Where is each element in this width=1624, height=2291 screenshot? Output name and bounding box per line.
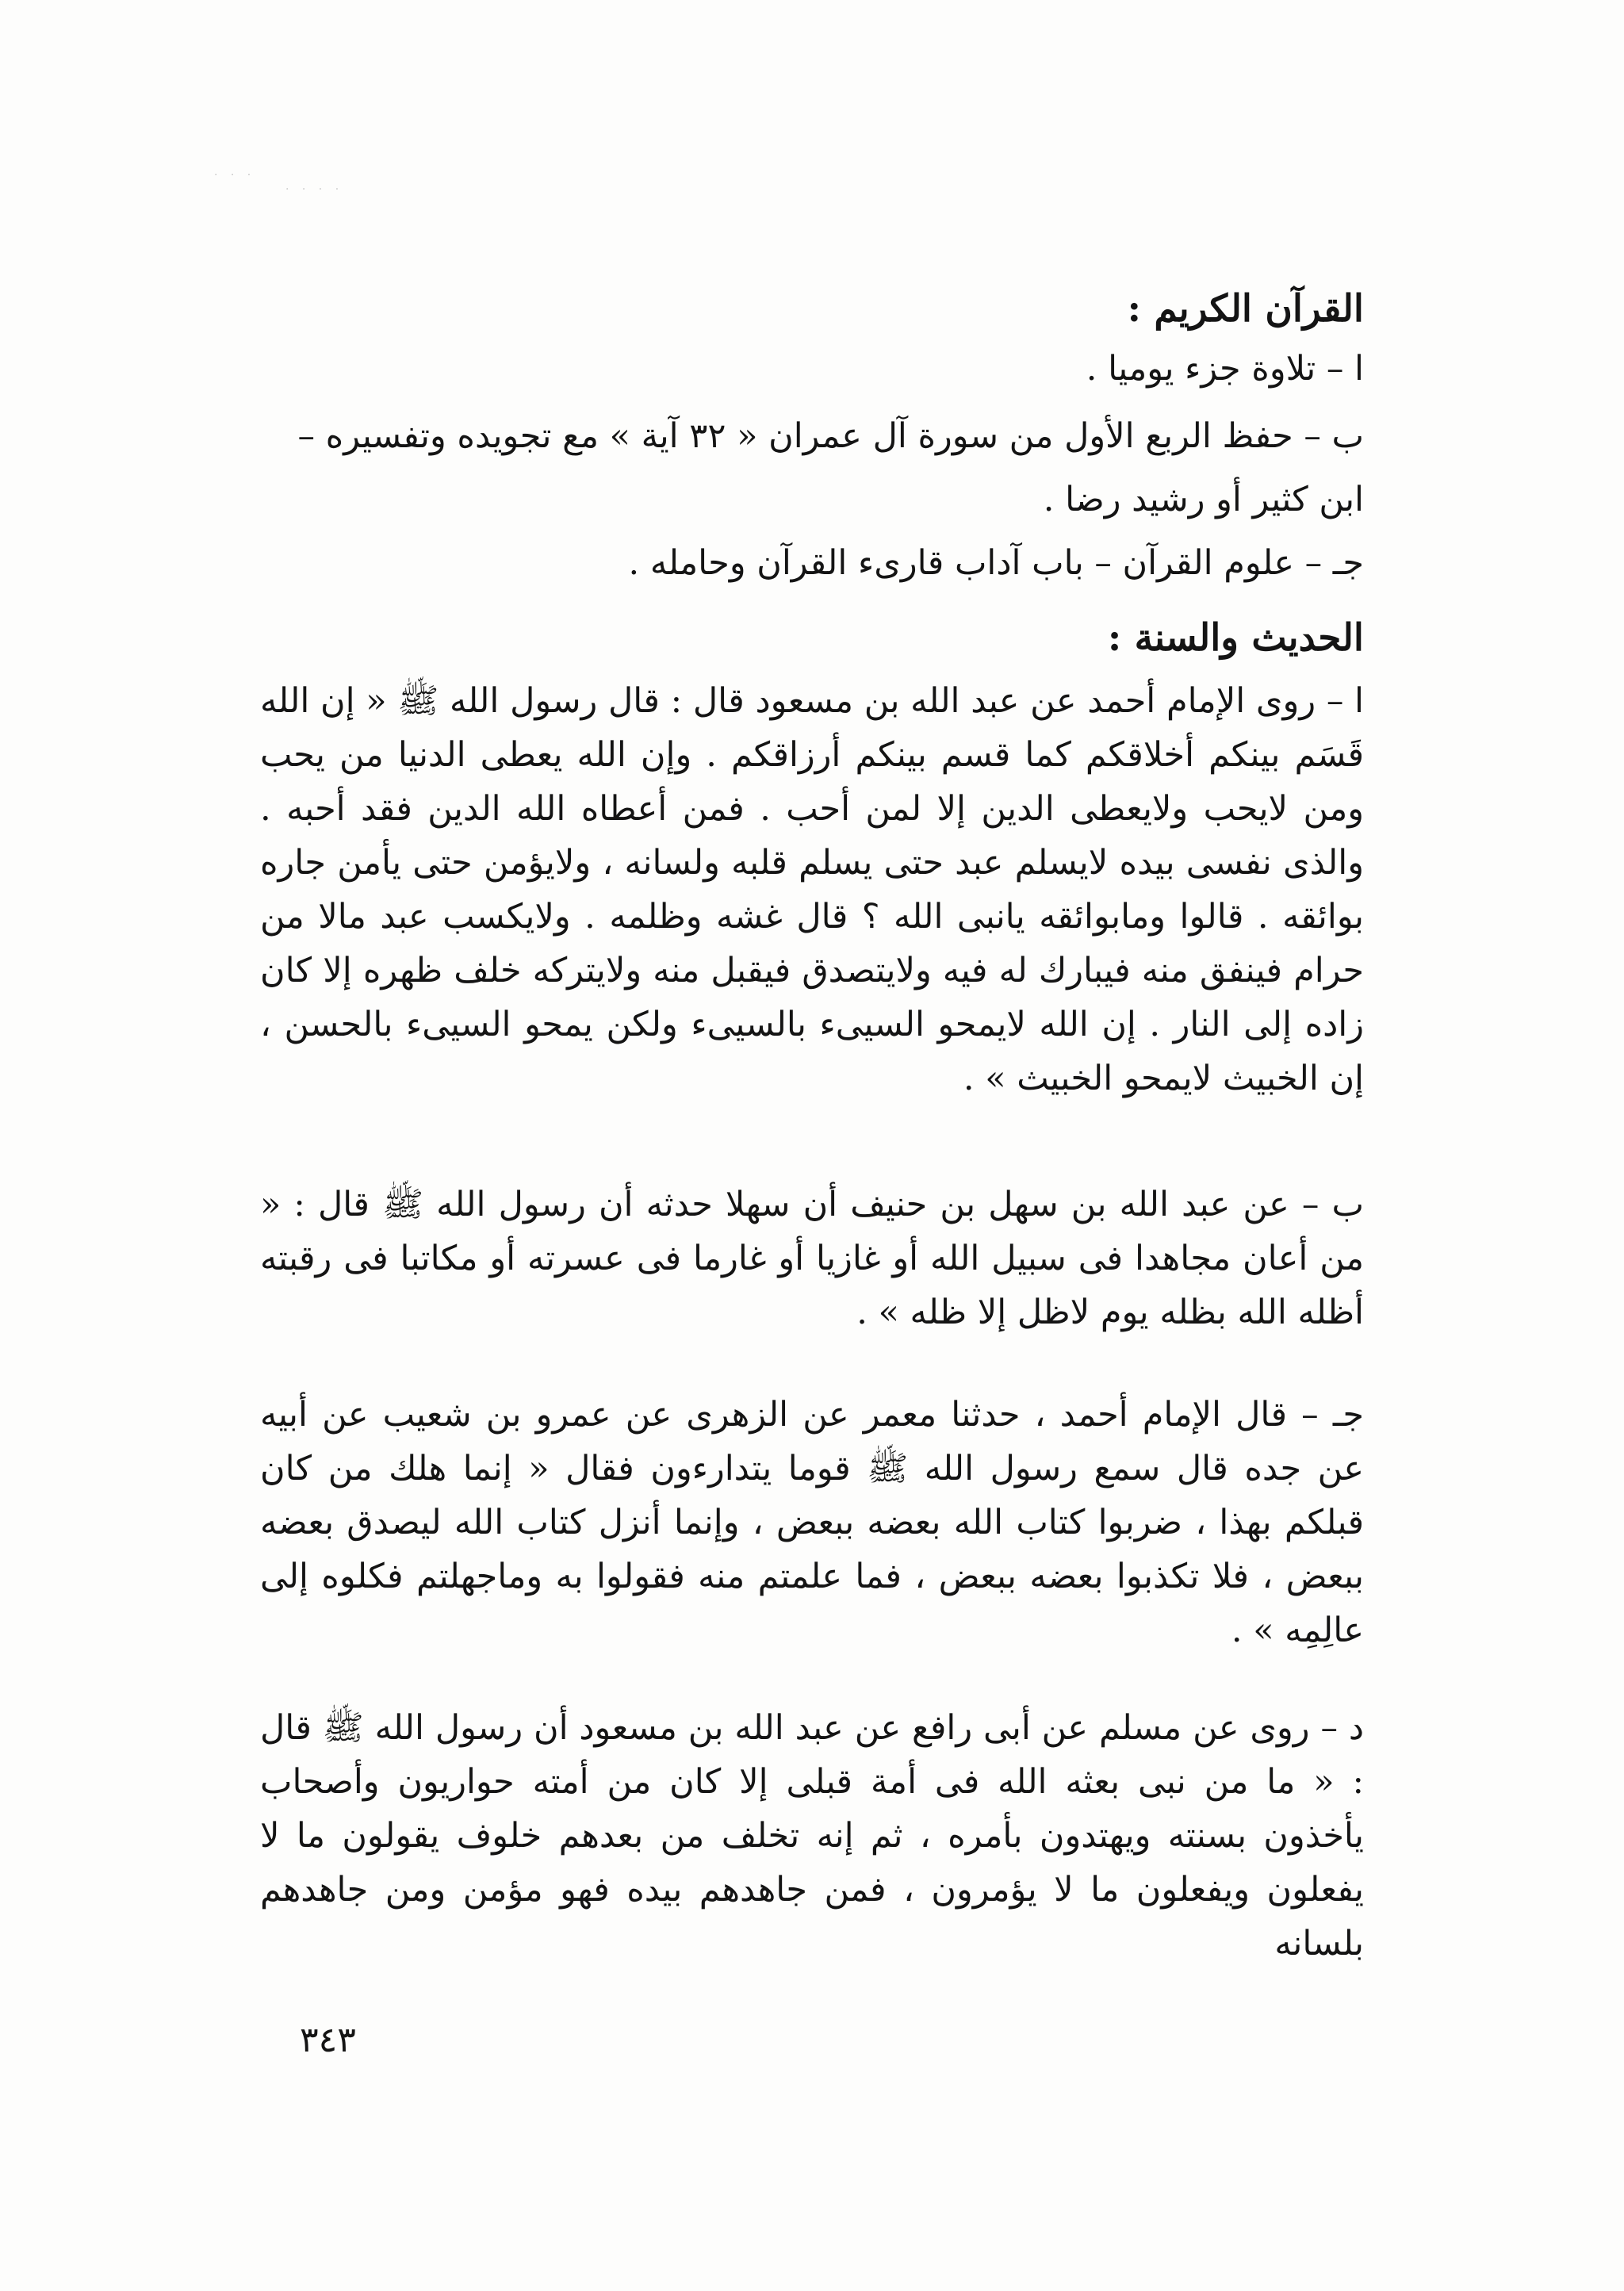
section-heading-quran: القرآن الكريم : (1127, 287, 1364, 331)
page-number: ٣٤٣ (300, 2020, 356, 2060)
quran-item-a: ا – تلاوة جزء يوميا . (1086, 349, 1364, 389)
hadith-paragraph-a: ا – روى الإمام أحمد عن عبد الله بن مسعود قال : قال رسول الله ﷺ « إن الله قَسَم بينكم أخلاقكم كما قسم بينكم أرزاقكم . وإن الله يعطى الدنيا من يحب ومن لايحب ولايعطى الدين إلا لمن أحب . فمن أعطاه الله الدين فقد أحبه . والذى نفسى بيده لايسلم عبد حتى يسلم قلبه ولسانه ، ولايؤمن حتى يأمن جاره بوائقه . قالوا ومابوائقه يانبى الله ؟ قال غشه وظلمه . ولايكسب عبد مالا من حرام فينفق منه فيبارك له فيه ولايتصدق فيقبل منه ولايتركه خلف ظهره إلا كان زاده إلى النار . إن الله لايمحو السيىء بالسيىء ولكن يمحو السيىء بالحسن ، إن الخبيث لايمحو الخبيث » . (260, 681, 1364, 1098)
hadith-paragraph-d: د – روى عن مسلم عن أبى رافع عن عبد الله بن مسعود أن رسول الله ﷺ قال : « ما من نبى بعثه الله فى أمة قبلى إلا كان من أمته حواريون وأصحاب يأخذون بسنته ويهتدون بأمره ، ثم إنه تخلف من بعدهم خلوف يقولون ما لا يفعلون ويفعلون ما لا يؤمرون ، فمن جاهدهم بيده فهو مؤمن ومن جاهدهم بلسانه (260, 1708, 1364, 1963)
hadith-paragraph-c: جـ – قال الإمام أحمد ، حدثنا معمر عن الزهرى عن عمرو بن شعيب عن أبيه عن جده قال سمع رسول الله ﷺ قوما يتدارءون فقال « إنما هلك من كان قبلكم بهذا ، ضربوا كتاب الله بعضه ببعض ، وإنما أنزل كتاب الله ليصدق بعضه ببعض ، فلا تكذبوا بعضه ببعض ، فما علمتم منه فقولوا به وماجهلتم فكلوه إلى عالِمِه » . (260, 1395, 1364, 1650)
scan-speck: · · · (214, 169, 256, 182)
quran-item-c: جـ – علوم القرآن – باب آداب قارىء القرآن وحامله . (628, 543, 1364, 583)
scan-speck: · · · · (285, 183, 344, 196)
quran-item-b-line1: ب – حفظ الربع الأول من سورة آل عمران « ٣٢ آية » مع تجويده وتفسيره – (297, 416, 1364, 456)
hadith-paragraph-b: ب – عن عبد الله بن سهل بن حنيف أن سهلا حدثه أن رسول الله ﷺ قال : « من أعان مجاهدا فى سبيل الله أو غازيا أو غارما فى عسرته أو مكاتبا فى رقبته أظله الله بظله يوم لاظل إلا ظله » . (260, 1185, 1364, 1332)
quran-item-b-line2: ابن كثير أو رشيد رضا . (1043, 480, 1364, 519)
section-heading-hadith: الحديث والسنة : (1107, 616, 1364, 660)
